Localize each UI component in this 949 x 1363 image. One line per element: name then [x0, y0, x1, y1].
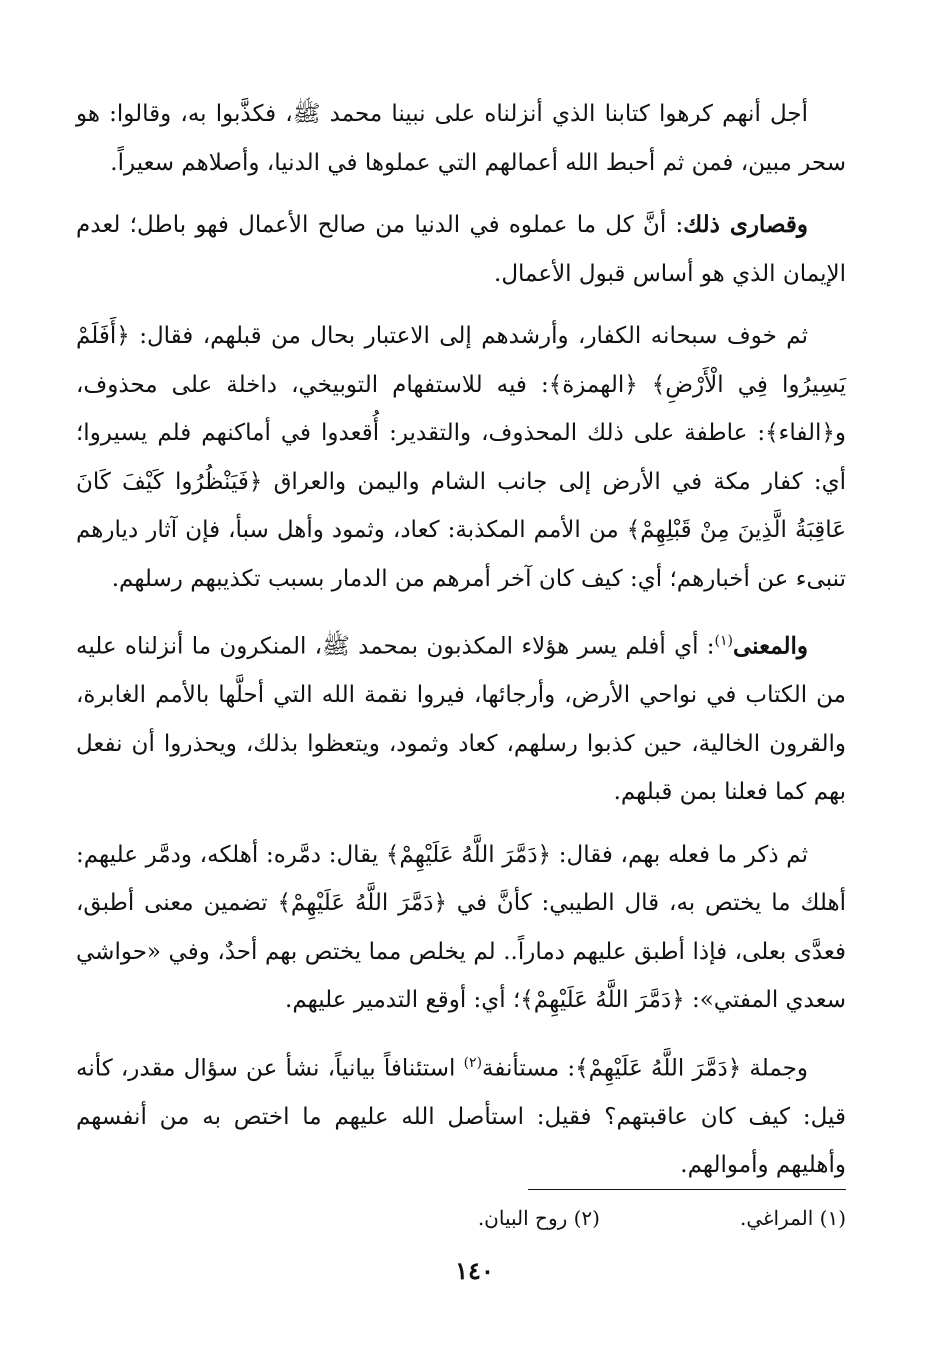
paragraph-3-text: ثم خوف سبحانه الكفار، وأرشدهم إلى الاعتبار بحال من قبلهم، فقال: ﴿أَفَلَمْ يَسِيرُوا فِي الْأَرْضِ﴾ ﴿الهمزة﴾: فيه للاستفهام التوبيخي، داخلة على محذوف، و﴿الفاء﴾: عاطفة على ذلك المحذوف، والتقدير: أُقعدوا في أماكنهم فلم يسيروا؛ أي: كفار مكة في الأرض إلى جانب الشام واليمن والعراق ﴿فَيَنْظُرُوا كَيْفَ كَانَ عَاقِبَةُ الَّذِينَ مِنْ قَبْلِهِمْ﴾ من الأمم المكذبة: كعاد، وثمود وأهل سبأ، فإن آثار ديارهم تنبىء عن أخبارهم؛ أي: كيف كان آخر أمرهم من الدمار بسبب تكذيبهم رسلهم. — [76, 323, 846, 592]
footnotes — [76, 1200, 846, 1236]
paragraph-6-text-cont: استئنافاً بيانياً، نشأ عن سؤال مقدر، كأنه قيل: كيف كان عاقبتهم؟ فقيل: استأصل الله عليهم ما اختص به من أنفسهم وأهليهم وأموالهم. — [76, 1055, 846, 1179]
paragraph-6 — [76, 1039, 846, 1190]
footnote-ref-1: (١) — [714, 633, 733, 649]
footnote-2: (٢) روح البيان. — [477, 1206, 600, 1230]
main-text — [76, 90, 846, 1204]
paragraph-3 — [76, 312, 846, 603]
paragraph-1 — [76, 90, 846, 187]
paragraph-5 — [76, 831, 846, 1025]
footnote-ref-2: (٢) — [463, 1054, 483, 1071]
paragraph-5-text: ثم ذكر ما فعله بهم، فقال: ﴿دَمَّرَ اللَّهُ عَلَيْهِمْ﴾ يقال: دمَّره: أهلكه، ودمَّر عليهم: أهلك ما يختص به، قال الطيبي: كأنَّ في ﴿دَمَّرَ اللَّهُ عَلَيْهِمْ﴾ تضمين معنى أطبق، فعدَّى بعلى، فإذا أطبق عليهم دماراً.. لم يخلص مما يختص بهم أحدٌ، وفي «حواشي سعدي المفتي»: ﴿دَمَّرَ اللَّهُ عَلَيْهِمْ﴾؛ أي: أوقع التدمير عليهم. — [76, 841, 846, 1014]
paragraph-2-lead: وقصارى ذلك — [683, 211, 808, 238]
paragraph-4-lead: والمعنى — [732, 632, 808, 660]
paragraph-4-text: : أي أفلم يسر هؤلاء المكذبون بمحمد ﷺ، المنكرون ما أنزلناه عليه من الكتاب في نواحي الأرض، وأرجائها، فيروا نقمة الله التي أحلَّها بالأمم الغابرة، والقرون الخالية، حين كذبوا رسلهم، كعاد وثمود، ويتعظوا بذلك، ويحذروا أن نفعل بهم كما فعلنا بمن قبلهم. — [76, 633, 846, 806]
paragraph-2 — [76, 201, 846, 298]
paragraph-4 — [76, 617, 846, 817]
footnote-1: (١) المراغي. — [739, 1206, 846, 1230]
paragraph-1-text: أجل أنهم كرهوا كتابنا الذي أنزلناه على نبينا محمد ﷺ، فكذَّبوا به، وقالوا: هو سحر مبين، فمن ثم أحبط الله أعمالهم التي عملوها في الدنيا، وأصلاهم سعيراً. — [76, 101, 846, 176]
footnote-divider — [528, 1189, 846, 1190]
paragraph-6-text: وجملة ﴿دَمَّرَ اللَّهُ عَلَيْهِمْ﴾: مستأنفة — [482, 1055, 808, 1082]
page-number: ١٤٠ — [455, 1256, 494, 1285]
paragraph-2-text: : أنَّ كل ما عملوه في الدنيا من صالح الأعمال فهو باطل؛ لعدم الإيمان الذي هو أساس قبول الأعمال. — [76, 212, 846, 287]
